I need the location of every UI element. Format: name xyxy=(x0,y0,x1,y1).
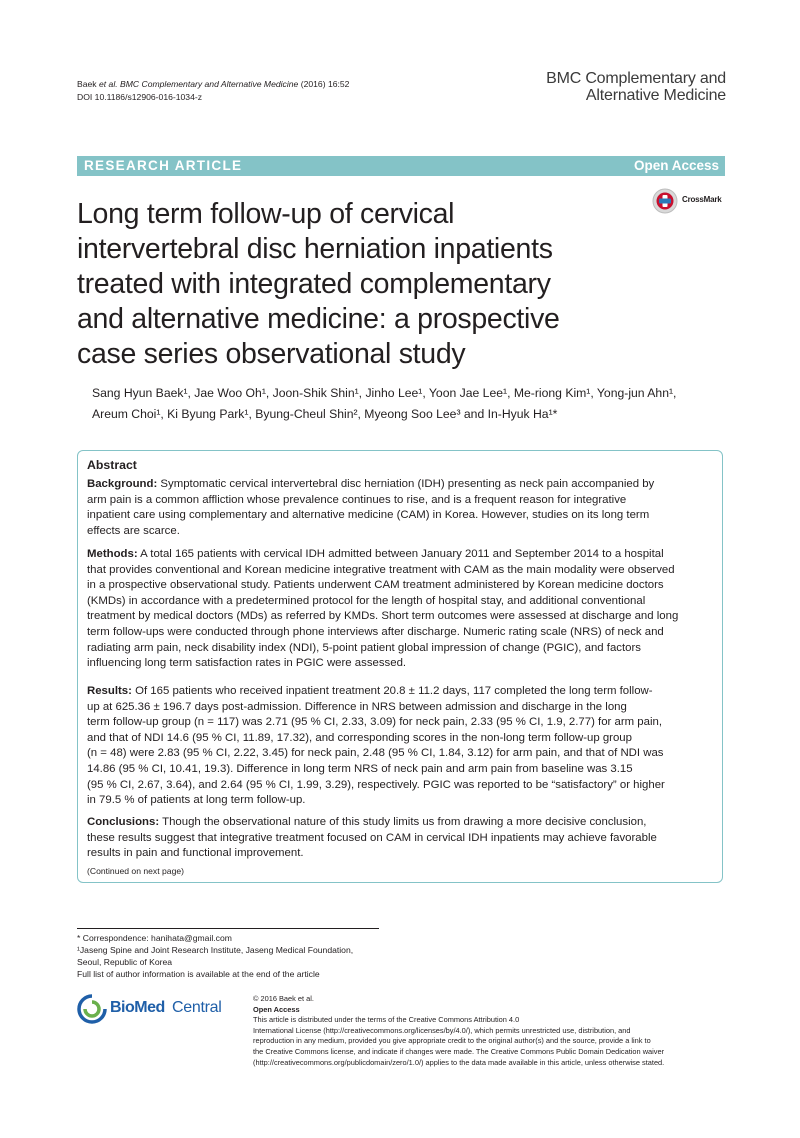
abstract-line: that provides conventional and Korean medicine integrative treatment with CAM as the main modality were observed xyxy=(87,563,675,576)
title-line: and alternative medicine: a prospective xyxy=(77,303,560,335)
license-line: (http://creativecommons.org/publicdomain/zero/1.0/) applies to the data made available in this article, unless otherwise stated. xyxy=(253,1057,665,1067)
footnote-divider xyxy=(77,928,379,929)
citation-header xyxy=(77,78,349,104)
abstract-line: radiating arm pain, neck disability index (NDI), 5-point patient global impression of change (PGIC), and factors xyxy=(87,641,641,654)
open-access-label: Open Access xyxy=(633,158,719,173)
central-text: Central xyxy=(172,999,222,1016)
license-statement xyxy=(253,994,723,1068)
abstract-methods xyxy=(87,547,717,672)
license-line: This article is distributed under the terms of the Creative Commons Attribution 4.0 xyxy=(253,1015,520,1025)
author-info-note: Full list of author information is available at the end of the article xyxy=(77,969,320,979)
methods-label: Methods: xyxy=(87,548,138,560)
abstract-background xyxy=(87,477,717,539)
citation-journal: et al. BMC Complementary and Alternative Medicine xyxy=(98,79,299,89)
title-line: case series observational study xyxy=(77,338,466,370)
abstract-results xyxy=(87,684,717,809)
abstract-line: up at 625.36 ± 196.7 days post-admission. Difference in NRS between admission and discharge in the long xyxy=(87,700,627,713)
crossmark-badge[interactable] xyxy=(652,188,732,216)
abstract-line: Though the observational nature of this study limits us from drawing a more decisive conclusion, xyxy=(159,816,647,828)
author-list xyxy=(92,383,732,425)
citation-authors: Baek xyxy=(77,79,99,89)
article-title xyxy=(77,197,637,372)
continued-note: (Continued on next page) xyxy=(87,866,184,876)
correspondence-email[interactable]: * Correspondence: hanihata@gmail.com xyxy=(77,933,232,943)
title-line: intervertebral disc herniation inpatients xyxy=(77,233,553,265)
author-line: Areum Choi¹, Ki Byung Park¹, Byung-Cheul Shin², Myeong Soo Lee³ and In-Hyuk Ha¹* xyxy=(92,407,558,421)
title-line: Long term follow-up of cervical xyxy=(77,198,455,230)
abstract-line: influencing long term satisfaction rates in PGIC were assessed. xyxy=(87,657,407,670)
abstract-line: 14.86 (95 % CI, 10.41, 19.3). Difference in long term NRS of neck pain and arm pain from baseline was 3.15 xyxy=(87,762,633,775)
abstract-line: (KMDs) in accordance with a predetermined protocol for the length of hospital stay, and additional conventional xyxy=(87,594,646,607)
license-line: the Creative Commons license, and indicate if changes were made. The Creative Commons Public Domain Dedication waiver xyxy=(253,1046,665,1056)
biomed-central-icon xyxy=(77,994,107,1024)
abstract-conclusions xyxy=(87,815,717,862)
abstract-line: in 79.5 % of patients at long term follow-up. xyxy=(87,794,306,807)
results-label: Results: xyxy=(87,685,132,697)
abstract-line: A total 165 patients with cervical IDH admitted between January 2011 and September 2014 to a hospital xyxy=(137,548,664,560)
license-open-access: Open Access xyxy=(253,1004,300,1014)
abstract-line: treatment by medical doctors (MDs) as referred by KMDs. Short term outcomes were assessed at discharge and long xyxy=(87,610,679,623)
affiliation-line: Seoul, Republic of Korea xyxy=(77,957,173,967)
background-label: Background: xyxy=(87,478,158,490)
abstract-line: and that of NDI 14.6 (95 % CI, 11.89, 17.32), and corresponding scores in the non-long term follow-up group xyxy=(87,731,632,744)
journal-name-line1: BMC Complementary and xyxy=(546,70,726,87)
biomed-text: BioMed xyxy=(110,999,165,1016)
abstract-line: arm pain is a common affliction whose prevalence continues to rise, and is a frequent reason for integrative xyxy=(87,493,627,506)
article-type-banner xyxy=(77,156,725,176)
abstract-line: (95 % CI, 2.67, 3.64), and 2.64 (95 % CI, 1.99, 3.29), respectively. PGIC was reported to be “satisfactory” or higher xyxy=(87,778,665,791)
article-type-label: RESEARCH ARTICLE xyxy=(84,158,243,173)
abstract-line: (n = 48) were 2.83 (95 % CI, 2.22, 3.45) for neck pain, 2.48 (95 % CI, 1.84, 3.12) for arm pain, and that of NDI was xyxy=(87,747,664,760)
crossmark-label: CrossMark xyxy=(682,195,722,204)
abstract-line: term follow-ups were conducted through phone interviews after discharge. Numeric rating scale (NRS) of neck and xyxy=(87,625,664,638)
affiliation-line: ¹Jaseng Spine and Joint Research Institute, Jaseng Medical Foundation, xyxy=(77,945,354,955)
license-copyright: © 2016 Baek et al. xyxy=(253,994,314,1003)
abstract-line: these results suggest that integrative treatment focused on CAM in cervical IDH inpatients may achieve favorable xyxy=(87,831,657,844)
abstract-line: inpatient care using complementary and alternative medicine (CAM) in Korea. However, studies on its long term xyxy=(87,509,650,522)
license-line: International License (http://creativecommons.org/licenses/by/4.0/), which permits unrestricted use, distribution, and xyxy=(253,1025,631,1035)
abstract-line: in a prospective observational study. Patients underwent CAM treatment administered by Korean medicine doctors xyxy=(87,579,664,592)
crossmark-icon xyxy=(652,188,678,214)
abstract-line: results in pain and functional improvement. xyxy=(87,847,304,860)
abstract-line: term follow-up group (n = 117) was 2.71 (95 % CI, 2.33, 3.09) for neck pain, 2.33 (95 % CI, 1.9, 2.77) for arm pain, xyxy=(87,716,662,729)
biomed-central-logo xyxy=(77,994,237,1024)
citation-year: (2016) 16:52 xyxy=(298,79,350,89)
abstract-line: Symptomatic cervical intervertebral disc herniation (IDH) presenting as neck pain accompanied by xyxy=(157,478,655,490)
abstract-heading: Abstract xyxy=(87,458,137,472)
journal-logo xyxy=(530,70,726,104)
citation-doi: DOI 10.1186/s12906-016-1034-z xyxy=(77,92,203,102)
abstract-line: effects are scarce. xyxy=(87,524,180,537)
author-line: Sang Hyun Baek¹, Jae Woo Oh¹, Joon-Shik Shin¹, Jinho Lee¹, Yoon Jae Lee¹, Me-riong Kim¹, Yong-jun Ahn¹, xyxy=(92,386,677,400)
conclusions-label: Conclusions: xyxy=(87,816,160,828)
abstract-line: Of 165 patients who received inpatient treatment 20.8 ± 11.2 days, 117 completed the long term follow- xyxy=(131,685,653,697)
journal-name-line2: Alternative Medicine xyxy=(585,87,726,104)
title-line: treated with integrated complementary xyxy=(77,268,551,300)
license-line: reproduction in any medium, provided you give appropriate credit to the original author(s) and the source, provide a link to xyxy=(253,1036,651,1046)
